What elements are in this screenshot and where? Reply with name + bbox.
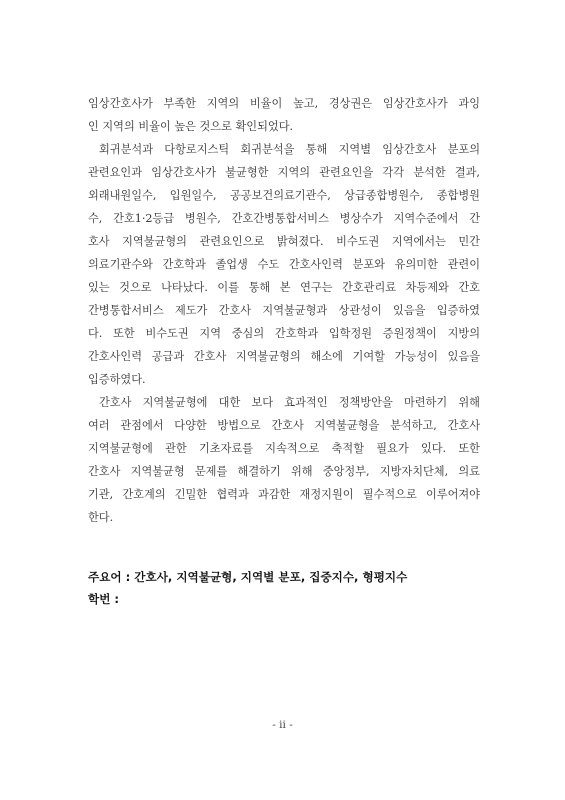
page-number: - ii - xyxy=(272,719,293,731)
text-line: 있는 것으로 나타났다. 이를 통해 본 연구는 간호관리료 차등제와 간호 xyxy=(88,281,480,294)
text-line: 관련요인과 임상간호사가 불균형한 지역의 관련요인을 각각 분석한 결과, xyxy=(88,166,480,179)
text-line: 회귀분석과 다항로지스틱 회귀분석을 통해 지역별 임상간호사 분포의 xyxy=(99,143,480,156)
text-line: 간병통합서비스 제도가 간호사 지역불균형과 상관성이 있음을 입증하였 xyxy=(88,304,480,317)
text-line: 간호사 지역불균형 문제를 해결하기 위해 중앙정부, 지방자치단체, 의료 xyxy=(88,465,480,478)
keywords-line: 주요어 : 간호사, 지역불균형, 지역별 분포, 집중지수, 형평지수 xyxy=(88,570,408,584)
text-line: 간호사인력 공급과 간호사 지역불균형의 해소에 기여할 가능성이 있음을 xyxy=(88,350,480,363)
text-line: 입증하였다. xyxy=(88,373,146,386)
text-line: 의료기관수와 간호학과 졸업생 수도 간호사인력 분포와 유의미한 관련이 xyxy=(88,258,480,271)
text-line: 기관, 간호계의 긴밀한 협력과 과감한 재정지원이 필수적으로 이루어져야 xyxy=(88,488,480,501)
text-line: 임상간호사가 부족한 지역의 비율이 높고, 경상권은 임상간호사가 과잉 xyxy=(88,97,480,110)
text-line: 외래내원일수, 입원일수, 공공보건의료기관수, 상급종합병원수, 종합병원 xyxy=(88,189,480,202)
text-line: 인 지역의 비율이 높은 것으로 확인되었다. xyxy=(88,120,294,133)
text-line: 수, 간호1·2등급 병원수, 간호간병통합서비스 병상수가 지역수준에서 간 xyxy=(88,212,480,225)
keywords-block xyxy=(88,566,480,610)
text-line: 다. 또한 비수도권 지역 중심의 간호학과 입학정원 증원정책이 지방의 xyxy=(88,327,480,340)
abstract-body xyxy=(88,92,480,529)
text-line: 여러 관점에서 다양한 방법으로 간호사 지역불균형을 분석하고, 간호사 xyxy=(88,419,480,432)
text-line: 간호사 지역불균형에 대한 보다 효과적인 정책방안을 마련하기 위해 xyxy=(99,396,480,409)
text-line: 호사 지역불균형의 관련요인으로 밝혀졌다. 비수도권 지역에서는 민간 xyxy=(88,235,480,248)
text-line: 지역불균형에 관한 기초자료를 지속적으로 축적할 필요가 있다. 또한 xyxy=(88,442,480,455)
text-line: 한다. xyxy=(88,511,114,524)
student-id-line: 학번 : xyxy=(88,592,120,606)
